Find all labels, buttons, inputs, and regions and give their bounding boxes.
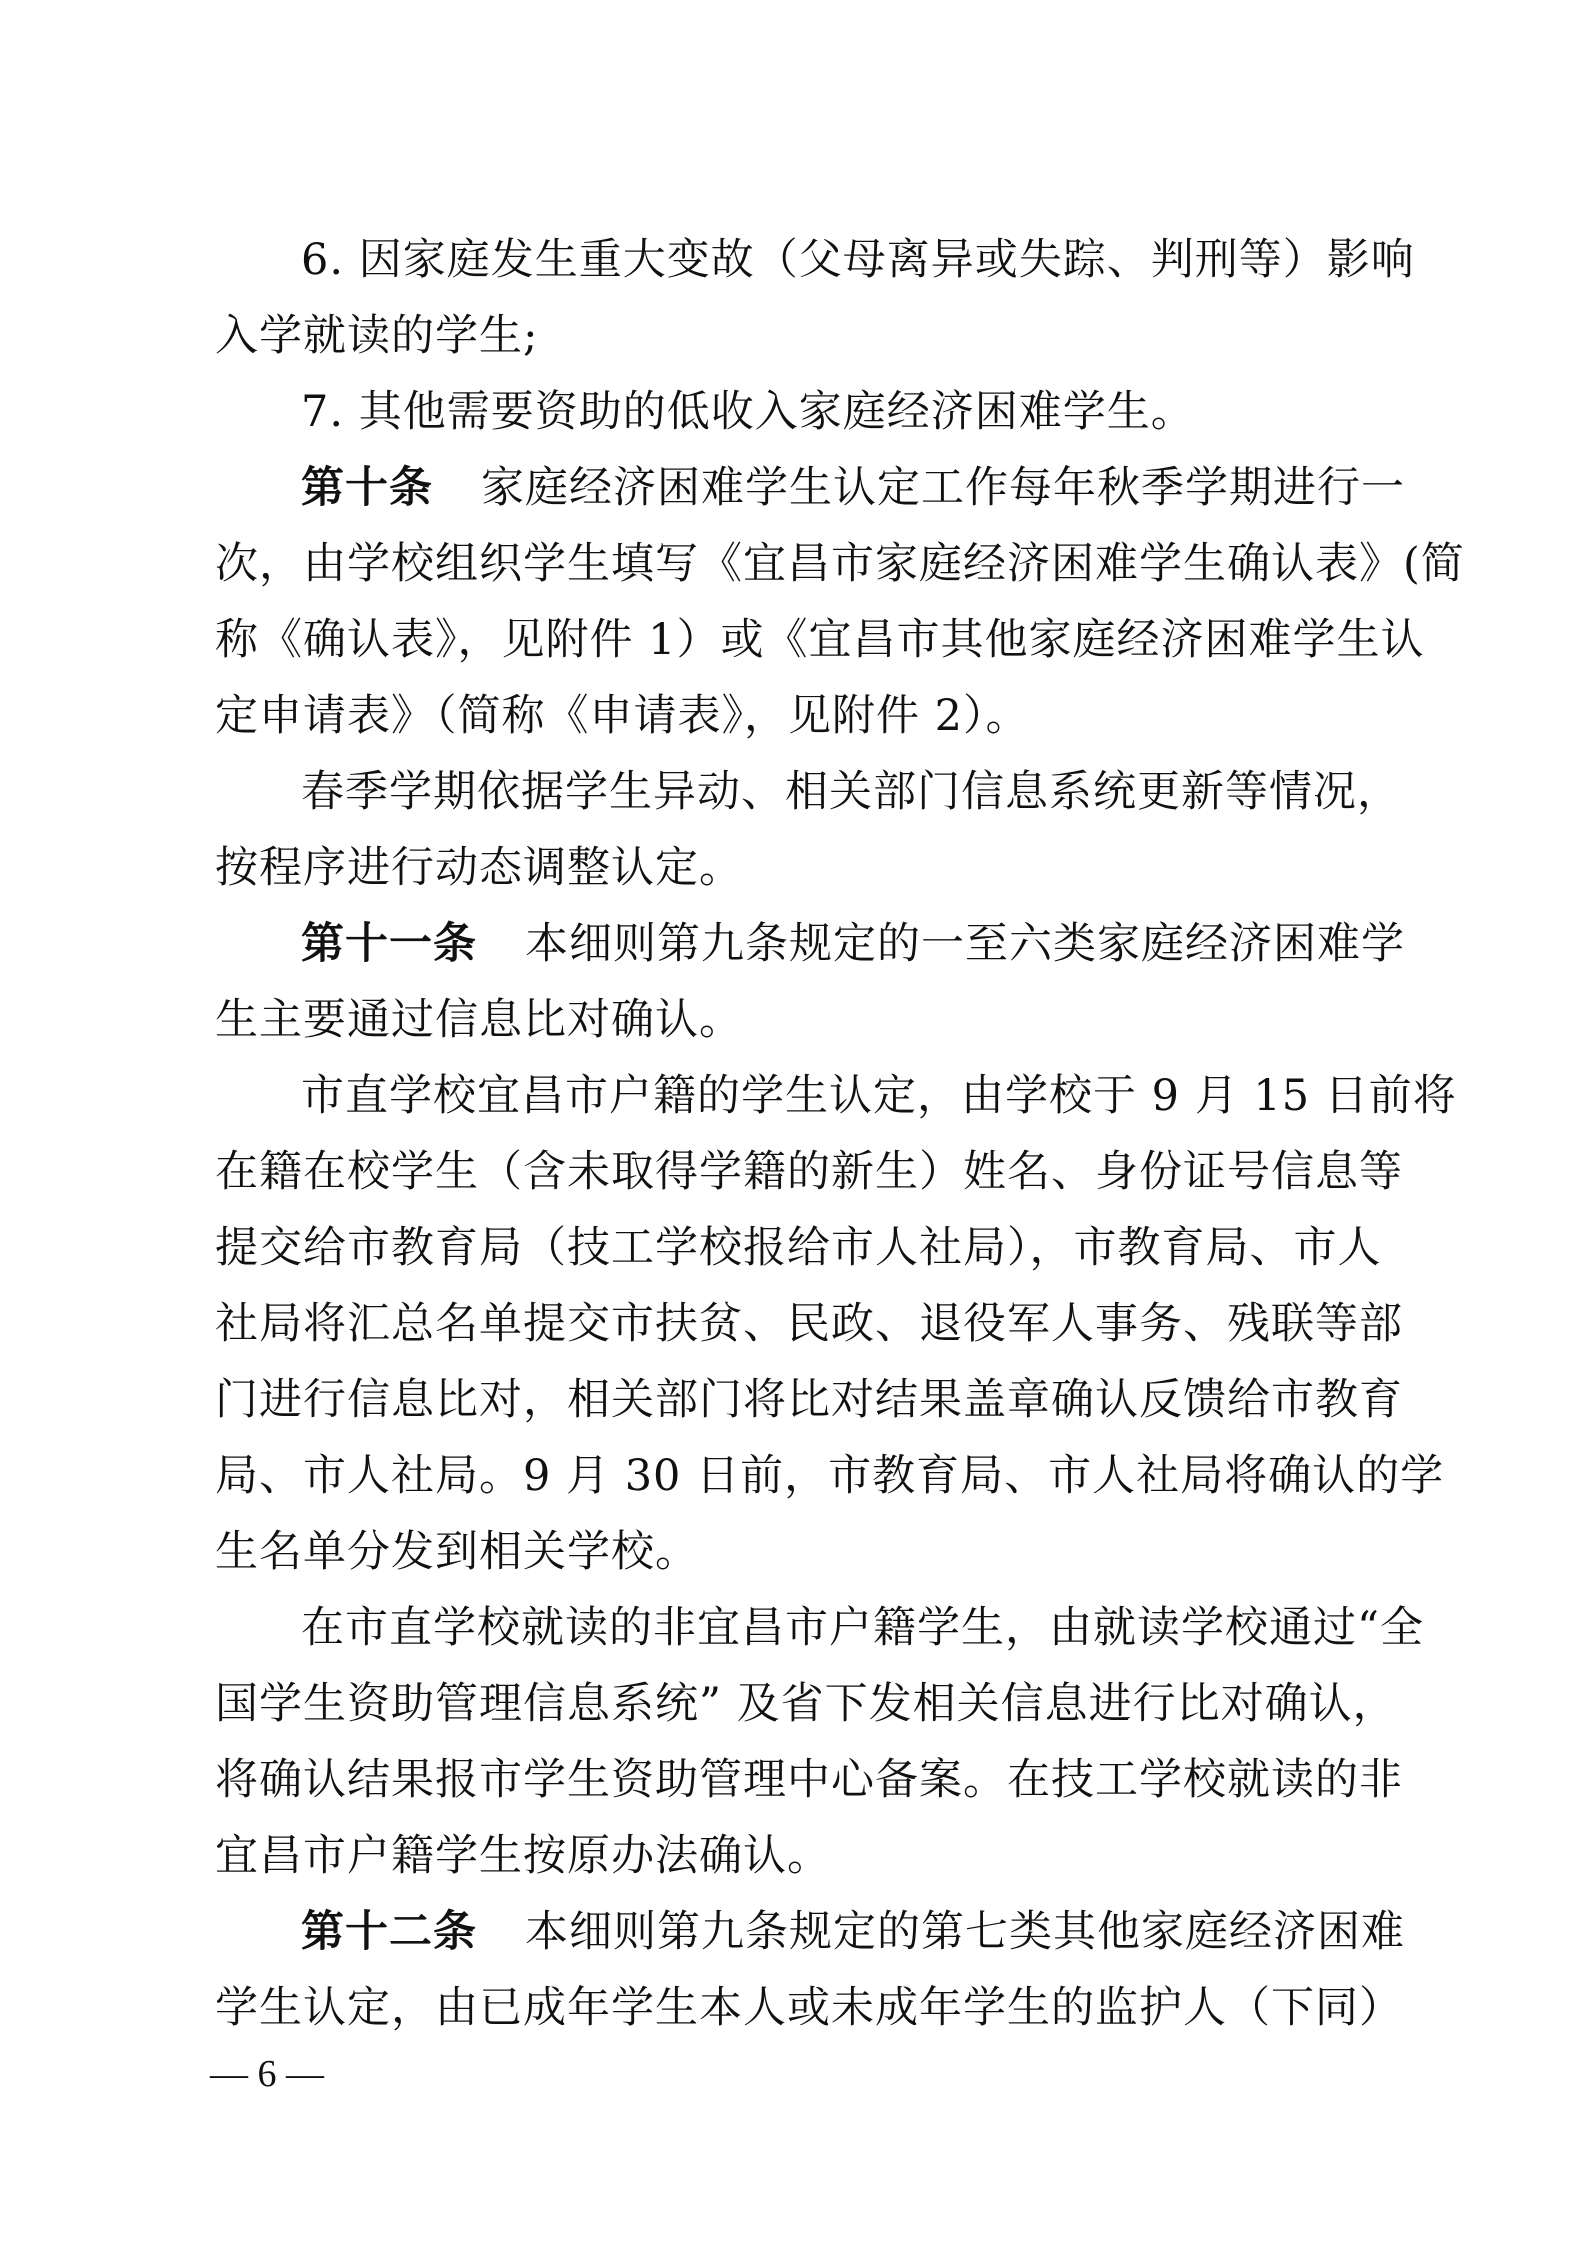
text-line	[215, 1134, 1403, 1210]
line-text: 市直学校宜昌市户籍的学生认定，由学校于 9 月 15 日前将	[301, 1071, 1457, 1121]
line-text: 在市直学校就读的非宜昌市户籍学生，由就读学校通过“全	[301, 1603, 1424, 1653]
article-heading: 第十条	[301, 463, 433, 513]
text-line	[215, 1742, 1403, 1818]
text-line	[215, 982, 1380, 1058]
text-line	[215, 1058, 1457, 1134]
line-text: 提交给市教育局（技工学校报给市人社局），市教育局、市人	[215, 1223, 1382, 1273]
line-text: 国学生资助管理信息系统” 及省下发相关信息进行比对确认，	[215, 1679, 1397, 1729]
text-line	[215, 1514, 1380, 1590]
line-text: 7. 其他需要资助的低收入家庭经济困难学生。	[301, 387, 1195, 437]
line-text: 宜昌市户籍学生按原办法确认。	[215, 1831, 831, 1881]
text-line	[215, 830, 1380, 906]
text-line	[215, 1286, 1403, 1362]
line-text: 学生认定，由已成年学生本人或未成年学生的监护人（下同）	[215, 1983, 1403, 2033]
line-text: 生主要通过信息比对确认。	[215, 995, 743, 1045]
line-text: 按程序进行动态调整认定。	[215, 843, 743, 893]
line-text: 社局将汇总名单提交市扶贫、民政、退役军人事务、残联等部	[215, 1299, 1403, 1349]
text-line	[215, 1590, 1424, 1666]
text-line	[215, 906, 1405, 982]
text-line	[215, 754, 1401, 830]
text-line	[215, 1438, 1445, 1514]
line-text: 春季学期依据学生异动、相关部门信息系统更新等情况，	[301, 767, 1401, 817]
text-line	[215, 222, 1415, 298]
line-text: 本细则第九条规定的第七类其他家庭经济困难	[525, 1907, 1405, 1957]
text-line	[215, 1362, 1403, 1438]
line-text: 生名单分发到相关学校。	[215, 1527, 699, 1577]
line-text: 门进行信息比对，相关部门将比对结果盖章确认反馈给市教育	[215, 1375, 1403, 1425]
line-text: 在籍在校学生（含未取得学籍的新生）姓名、身份证号信息等	[215, 1147, 1403, 1197]
text-line	[215, 374, 1380, 450]
document-body	[215, 222, 1465, 2046]
line-text: 将确认结果报市学生资助管理中心备案。在技工学校就读的非	[215, 1755, 1403, 1805]
line-text: 定申请表》（简称《申请表》，见附件 2）。	[215, 691, 1030, 741]
line-text: 次，由学校组织学生填写《宜昌市家庭经济困难学生确认表》(简	[215, 539, 1465, 589]
text-line	[215, 678, 1380, 754]
text-line	[215, 1894, 1405, 1970]
text-line	[215, 602, 1425, 678]
text-line	[215, 1818, 1380, 1894]
text-line	[215, 1970, 1403, 2046]
article-heading: 第十一条	[301, 919, 477, 969]
line-text: 称《确认表》，见附件 1）或《宜昌市其他家庭经济困难学生认	[215, 615, 1425, 665]
line-text: 局、市人社局。9 月 30 日前，市教育局、市人社局将确认的学	[215, 1451, 1445, 1501]
text-line	[215, 450, 1405, 526]
line-text: 家庭经济困难学生认定工作每年秋季学期进行一	[481, 463, 1405, 513]
line-text: 本细则第九条规定的一至六类家庭经济困难学	[525, 919, 1405, 969]
article-heading: 第十二条	[301, 1907, 477, 1957]
text-line	[215, 526, 1465, 602]
text-line	[215, 298, 1380, 374]
text-line	[215, 1210, 1380, 1286]
line-text: 6. 因家庭发生重大变故（父母离异或失踪、判刑等）影响	[301, 235, 1415, 285]
line-text: 入学就读的学生;	[215, 311, 539, 361]
page-number: — 6 —	[210, 2053, 324, 2095]
text-line	[215, 1666, 1397, 1742]
